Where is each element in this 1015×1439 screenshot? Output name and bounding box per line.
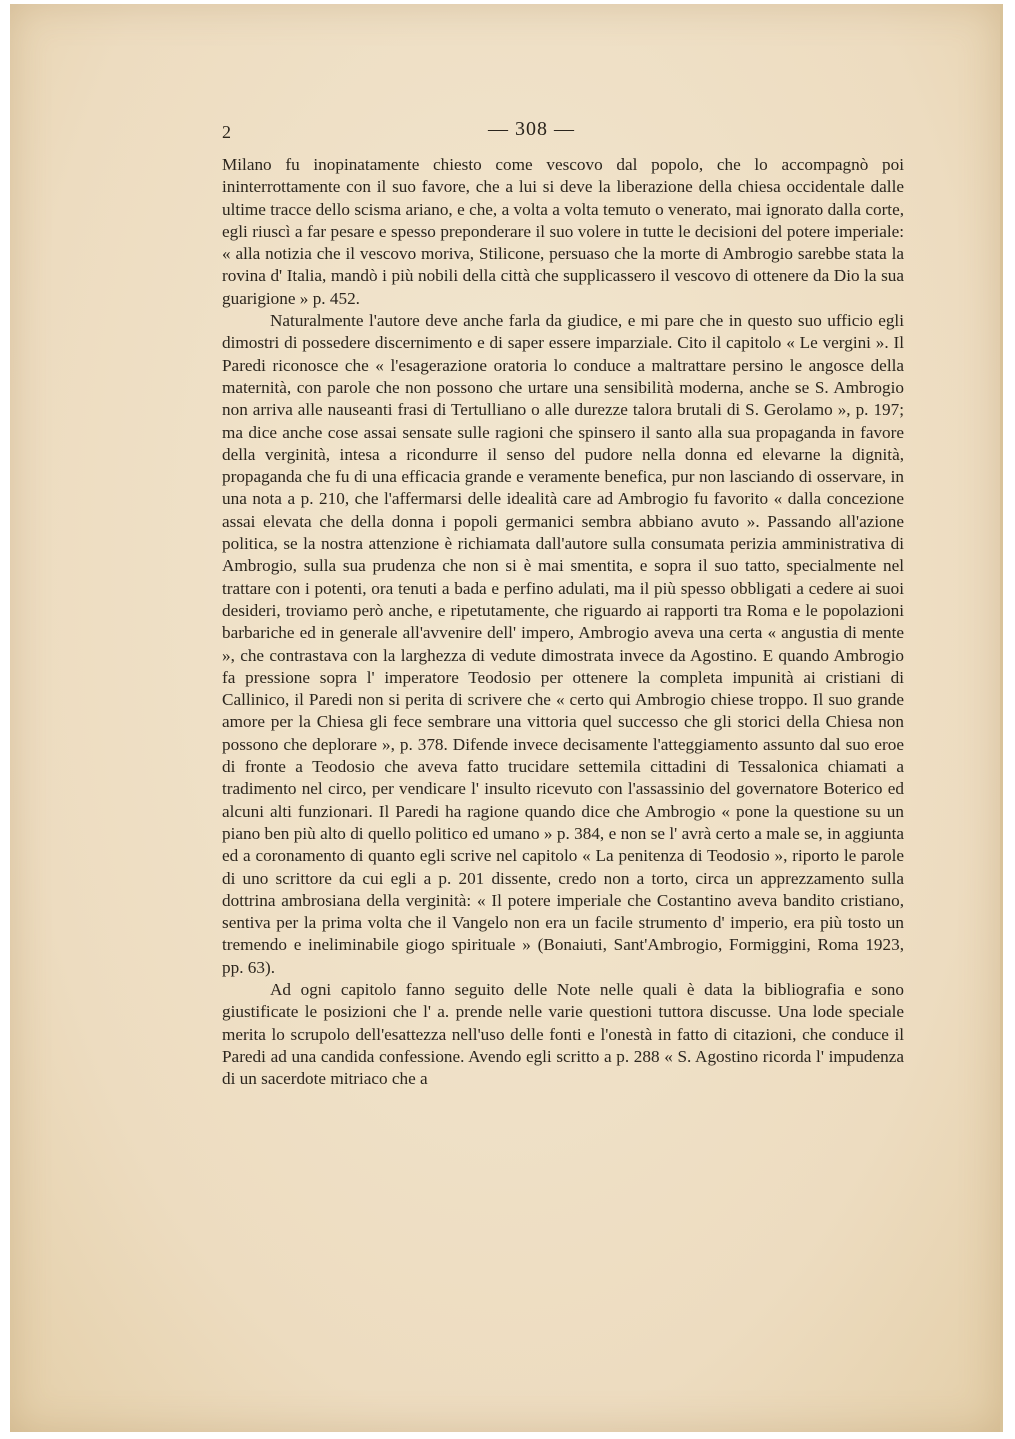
page-number: — 308 — — [488, 118, 575, 140]
page-header — [10, 116, 1000, 146]
folio-mark: 2 — [222, 122, 231, 142]
paragraph-1: Milano fu inopinatamente chiesto come vescovo dal popolo, che lo accompagnò poi ininterrottamente con il suo favore, che a lui si deve la liberazione della chiesa occidentale dalle ultime tracce dello scisma ariano, e che, a volta a volta temuto o venerato, mai ignorato dalla corte, egli riuscì a far pesare e spesso preponderare il suo volere in tutte le decisioni del potere imperiale: « alla notizia che il vescovo moriva, Stilicone, persuaso che la morte di Ambrogio sarebbe stata la rovina d' Italia, mandò i più nobili della città che supplicassero il vescovo di ottenere da Dio la sua guarigione » p. 452. — [222, 155, 904, 308]
body-text — [222, 154, 904, 1090]
paragraph-2: Naturalmente l'autore deve anche farla da giudice, e mi pare che in questo suo ufficio egli dimostri di possedere discernimento e di saper essere imparziale. Cito il capitolo « Le vergini ». Il Paredi riconosce che « l'esagerazione oratoria lo conduce a maltrattare persino le angosce della maternità, con parole che non possono che urtare una sensibilità moderna, anche se S. Ambrogio non arriva alle nauseanti frasi di Tertulliano o alle durezze talora brutali di S. Gerolamo », p. 197; ma dice anche cose assai sensate sulle ragioni che spinsero il santo alla sua propaganda in favore della verginità, intesa a ricondurre il senso del pudore nella donna ed elevarne la dignità, propaganda che fu di una efficacia grande e veramente benefica, pur non lasciando di osservare, in una nota a p. 210, che l'affermarsi delle idealità care ad Ambrogio fu favorito « dalla concezione assai elevata che della donna i popoli germanici sembra abbiano avuto ». Passando all'azione politica, se la nostra attenzione è richiamata dall'autore sulla consumata perizia amministrativa di Ambrogio, sulla sua prudenza che non si è mai smentita, e sopra il suo tatto, specialmente nel trattare con i potenti, ora tenuti a bada e perfino adulati, ma il più spesso obbligati a cedere ai suoi desideri, troviamo però anche, e ripetutamente, che riguardo ai rapporti tra Roma e le popolazioni barbariche ed in generale all'avvenire dell' impero, Ambrogio aveva una certa « angustia di mente », che contrastava con la larghezza di vedute dimostrata invece da Agostino. E quando Ambrogio fa pressione sopra l' imperatore Teodosio per ottenere la completa impunità ai cristiani di Callinico, il Paredi non si perita di scrivere che « certo qui Ambrogio chiese troppo. Il suo grande amore per la Chiesa gli fece sembrare una vittoria quel successo che gli storici della Chiesa non possono che deplorare », p. 378. Difende invece decisamente l'atteggiamento assunto dal suo eroe di fronte a Teodosio che aveva fatto trucidare settemila cittadini di Tessalonica chiamati a tradimento nel circo, per vendicare l' insulto ricevuto con l'assassinio del governatore Boterico ed alcuni alti funzionari. Il Paredi ha ragione quando dice che Ambrogio « pone la questione su un piano ben più alto di quello politico ed umano » p. 384, e non se l' avrà certo a male se, in aggiunta ed a coronamento di quanto egli scrive nel capitolo « La penitenza di Teodosio », riporto le parole di uno scrittore da cui egli a p. 201 dissente, credo non a torto, circa un apprezzamento sulla dottrina ambrosiana della verginità: « Il potere imperiale che Costantino aveva bandito cristiano, sentiva per la prima volta che il Vangelo non era un facile strumento d' imperio, era più tosto un tremendo e ineliminabile giogo spirituale » (Bonaiuti, Sant'Ambrogio, Formiggini, Roma 1923, pp. 63). — [222, 311, 904, 977]
paragraph-3: Ad ogni capitolo fanno seguito delle Note nelle quali è data la bibliografia e sono giustificate le posizioni che l' a. prende nelle varie questioni tuttora discusse. Una lode speciale merita lo scrupolo dell'esattezza nell'uso delle fonti e l'onestà in fatto di citazioni, che conduce il Paredi ad una candida confessione. Avendo egli scritto a p. 288 « S. Agostino ricorda l' impudenza di un sacerdote mitriaco che a — [222, 979, 904, 1089]
document-page — [10, 4, 1003, 1432]
